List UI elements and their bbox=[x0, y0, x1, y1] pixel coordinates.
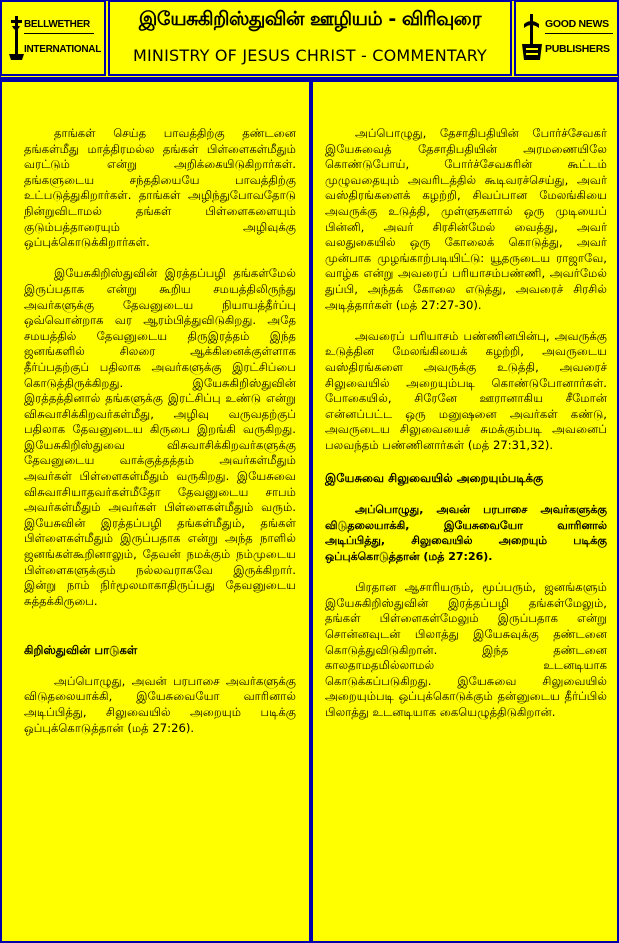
left-heading: கிறிஸ்துவின் பாடுகள் bbox=[24, 642, 138, 657]
right-paragraph-1: அப்பொழுது, தேசாதிபதியின் போர்ச்சேவகர் இயேசுவைத் தேசாதிபதியின் அரமணையிலே கொண்டுபோய், போர்ச்சேவகரின் கூட்டம் முழுவதையும் அவரிடத்தில் கூடிவரச்செய்து, அவர் வஸ்திரங்களைக் கழற்றி, சிவப்பான மேலங்கியை அவருக்கு உடுத்தி, முள்ளுகளால் ஒரு முடியைப் பின்னி, அவர் சிரசின்மேல் வைத்து, அவர் வலதுகையில் ஒரு கோலைக் கொடுத்து, அவர் முன்பாக முழங்காற்படியிட்டு: யூதருடைய ராஜாவே, வாழ்க என்று அவரைப் பரியாசம்பண்ணி, அவர்மேல் துப்பி, அந்தக் கோலை எடுத்து, அவரைச் சிரசில் அடித்தார்கள் (மத் 27:27-30). bbox=[325, 126, 607, 312]
bellwether-logo-icon bbox=[6, 12, 26, 62]
right-heading: இயேசுவை சிலுவையில் அறையும்படிக்கு bbox=[325, 471, 544, 486]
right-quote: அப்பொழுது, அவன் பரபாசை அவர்களுக்கு விடுதலையாக்கி, இயேசுவையோ வாரினால் அடிப்பித்து, சிலுவையில் அறையும் படிக்கு ஒப்புக்கொடுத்தான் (மத் 27:26). bbox=[325, 503, 607, 564]
english-title: MINISTRY OF JESUS CHRIST - COMMENTARY bbox=[132, 46, 488, 65]
good-news-logo-text bbox=[545, 18, 610, 56]
logo-right-line-2: PUBLISHERS bbox=[545, 43, 610, 55]
left-column-text bbox=[24, 126, 296, 736]
right-paragraph-2: அவரைப் பரியாசம் பண்ணினபின்பு, அவருக்கு உடுத்தின மேலங்கியைக் கழற்றி, அவருடைய வஸ்திரங்களை அவருக்கு உடுத்தி, அவரைச் சிலுவையில் அறையும்படி கொண்டுபோனார்கள். போகையில், சிரேனே ஊரானாகிய சீமோன் என்னப்பட்ட ஒரு மனுஷனை அவர்கள் கண்டு, அவருடைய சிலுவையைச் சுமக்கும்படி அவனைப் பலவந்தம் பண்ணினார்கள் (மத் 27:31,32). bbox=[325, 328, 607, 452]
right-column-text bbox=[325, 126, 607, 721]
bellwether-logo-text bbox=[24, 18, 101, 56]
left-column bbox=[0, 80, 311, 943]
right-column bbox=[311, 80, 619, 943]
logo-left-rule bbox=[24, 33, 94, 34]
logo-right-line-1: GOOD NEWS bbox=[545, 18, 609, 30]
left-paragraph-3: அப்பொழுது, அவன் பரபாசை அவர்களுக்கு விடுதலையாக்கி, இயேசுவையோ வாரினால் அடிப்பித்து, சிலுவையில் அறையும் படிக்கு ஒப்புக்கொடுத்தான் (மத் 27:26). bbox=[24, 673, 296, 735]
title-box bbox=[108, 0, 512, 76]
logo-right-rule bbox=[545, 33, 613, 34]
tamil-title: இயேசுகிறிஸ்துவின் ஊழியம் - விரிவுரை bbox=[138, 8, 482, 30]
bellwether-logo bbox=[0, 0, 106, 76]
logo-left-line-2: INTERNATIONAL bbox=[24, 44, 102, 55]
left-paragraph-1: தாங்கள் செய்த பாவத்திற்கு தண்டனை தங்கள்மீது மாத்திரமல்ல தங்கள் பிள்ளைகள்மீதும் வரட்டும் என்று அறிக்கையிடுகிறார்கள். தங்களுடைய சந்ததியையே பாவத்திற்கு உட்படுத்துகிறார்கள். தாங்கள் அழிந்துபோவதோடு நின்றுவிடாமல் தங்கள் பிள்ளைகளையும் குடும்பத்தாரையும் அழிவுக்கு ஒப்புக்கொடுக்கிறார்கள். bbox=[24, 126, 296, 250]
header bbox=[0, 0, 619, 80]
good-news-logo-icon bbox=[520, 12, 544, 64]
good-news-logo bbox=[514, 0, 619, 76]
left-paragraph-2: இயேசுகிறிஸ்துவின் இரத்தப்பழி தங்கள்மேல் இருப்பதாக என்று கூறிய சமயத்திலிருந்து அவர்களுக்கு தேவனுடைய நியாயத்தீர்ப்பு ஒவ்வொன்றாக வர ஆரம்பித்துவிடுகிறது. அதே சமயத்தில் தேவனுடைய திருஇரத்தம் இந்த ஜனங்களில் சிலரை ஆக்கினைக்குள்ளாக தீர்ப்பதற்குப் பதிலாக அவர்களுக்கு இரட்சிப்பை கொடுத்திருக்கிறது. இயேசுகிறிஸ்துவின் இரத்தத்தினால் தங்களுக்கு இரட்சிப்பு உண்டு என்று விசுவாசிக்கிறவர்கள்மீது, அழிவு வருவதற்குப் பதிலாக தேவனுடைய கிருபை இறங்கி வருகிறது. இயேசுகிறிஸ்துவை விசுவாசிக்கிறவர்களுக்கு தேவனுடைய வாக்குத்தத்தம் அவர்கள்மீதும் அவர்கள் பிள்ளைகள்மீதும் வருகிறது. இயேசுவை விசுவாசியாதவர்கள்மீதோ தேவனுடைய சாபம் அவர்கள்மீதும் அவர்கள் பிள்ளைகள்மீதும் வரும். இயேசுவின் இரத்தப்பழி தங்கள்மீதும், தங்கள் பிள்ளைகள்மீதும் இருப்பதாக என்று அந்த நாளில் ஜனங்கள்கூறினாலும், தேவன் நமக்கும் நம்முடைய பிள்ளைகளுக்கும் நல்லவராகவே இருக்கிறார். இன்று நாம் நிர்மூலமாகாதிருப்பது தேவனுடைய சுத்தக்கிருபை. bbox=[24, 266, 296, 608]
logo-left-line-1: BELLWETHER bbox=[24, 19, 90, 30]
right-paragraph-4: பிரதான ஆசாரியரும், மூப்பரும், ஜனங்களும் இயேசுகிறிஸ்துவின் இரத்தப்பழி தங்கள்மேலும், தங்கள் பிள்ளைகள்மேலும் இருப்பதாக என்று சொன்னவுடன் பிலாத்து இயேசுவுக்கு தண்டனை கொடுத்துவிடுகிறான். இந்த தண்டனை காலதாமதமில்லாமல் உடனடியாக கொடுக்கப்படுகிறது. இயேசுவை சிலுவையில் அறையும்படி ஒப்புக்கொடுக்கும் தன்னுடைய தீர்ப்பில் பிலாத்து உடனடியாக கையெழுத்திடுகிறான். bbox=[325, 580, 607, 719]
